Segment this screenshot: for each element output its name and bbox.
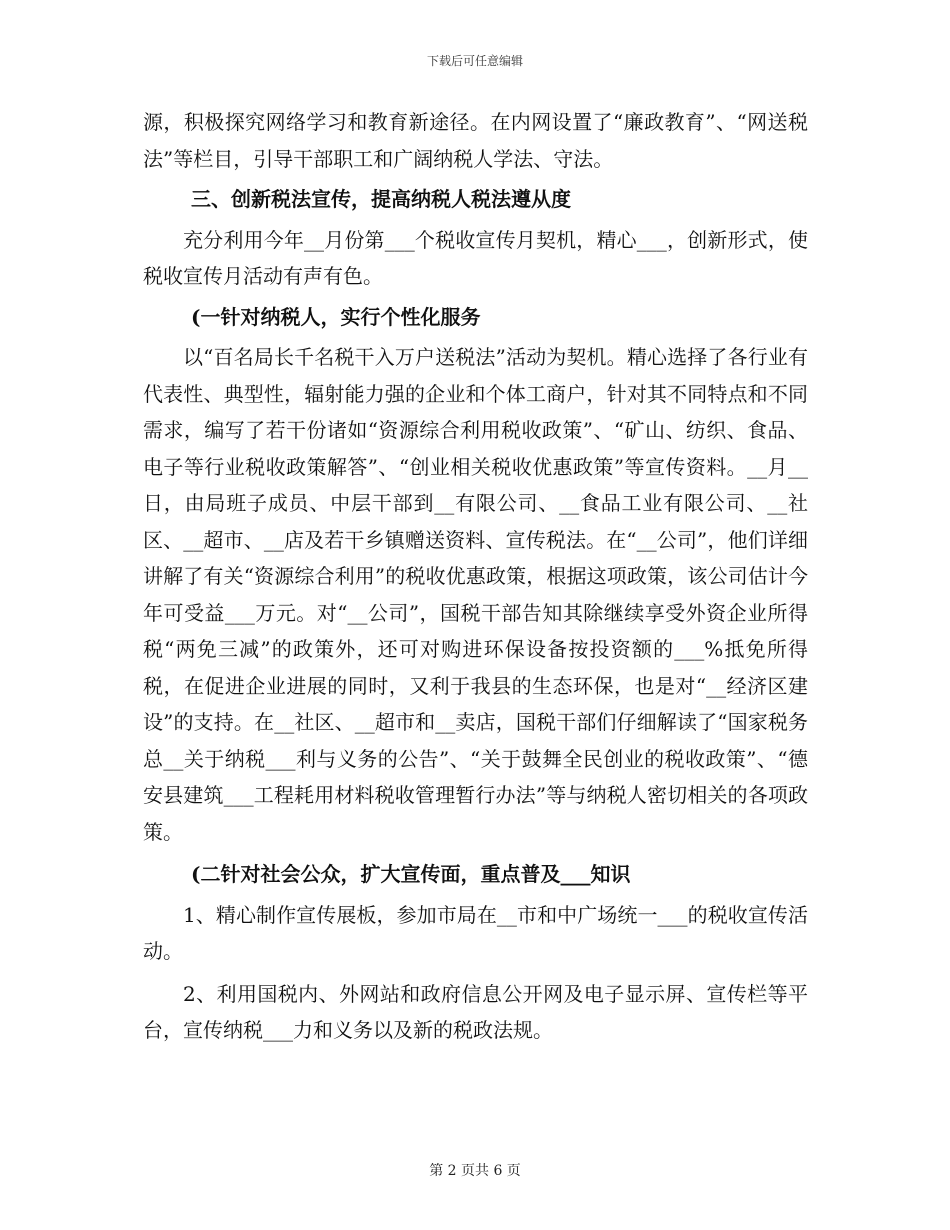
paragraph-taxpayer-service: 以“百名局长千名税干入万户送税法”活动为契机。精心选择了各行业有代表性、典型性，辐射能力强的企业和个体工商户，针对其不同特点和不同需求，编写了若干份诸如“资源综合利用税收政策”、“矿山、纺织、食品、电子等行业税收政策解答”、“创业相关税收优惠政策”等宣传资料。__月__日，由局班子成员、中层干部到__有限公司、__食品工业有限公司、__社区、__超市、__店及若干乡镇赠送资料、宣传税法。在“__公司”，他们详细讲解了有关“资源综合利用”的税收优惠政策，根据这项政策，该公司估计今年可受益___万元。对“__公司”，国税干部告知其除继续享受外资企业所得税“两免三减”的政策外，还可对购进环保设备按投资额的___%抵免所得税，在促进企业进展的同时，又利于我县的生态环保，也是对“__经济区建设”的支持。在__社区、__超市和__卖店，国税干部们仔细解读了“国家税务总__关于纳税___利与义务的公告”、“关于鼓舞全民创业的税收政策”、“德安县建筑___工程耗用材料税收管理暂行办法”等与纳税人密切相关的各项政策。 [143,345,808,844]
paragraph-item-2: 2、利用国税内、外网站和政府信息公开网及电子显示屏、宣传栏等平台，宣传纳税___力和义务以及新的税政法规。 [143,981,808,1042]
page-footer: 第 2 页共 6 页 [429,1163,521,1179]
page-header: 下载后可任意编辑 [426,54,523,68]
paragraph-tax-month: 充分利用今年__月份第___个税收宣传月契机，精心___，创新形式，使税收宣传月活动有声有色。 [143,227,808,288]
paragraph-item-1: 1、精心制作宣传展板，参加市局在__市和中广场统一___的税收宣传活动。 [143,902,808,963]
paragraph-continuation: 源，积极探究网络学习和教育新途径。在内网设置了“廉政教育”、“网送税法”等栏目，引导干部职工和广阔纳税人学法、守法。 [143,110,808,171]
section-heading-3: 三、创新税法宣传，提高纳税人税法遵从度 [191,187,571,211]
document-body [143,104,808,1049]
subheading-public: (二针对社会公众，扩大宣传面，重点普及___知识 [191,862,631,886]
subheading-taxpayers: (一针对纳税人，实行个性化服务 [191,304,481,329]
